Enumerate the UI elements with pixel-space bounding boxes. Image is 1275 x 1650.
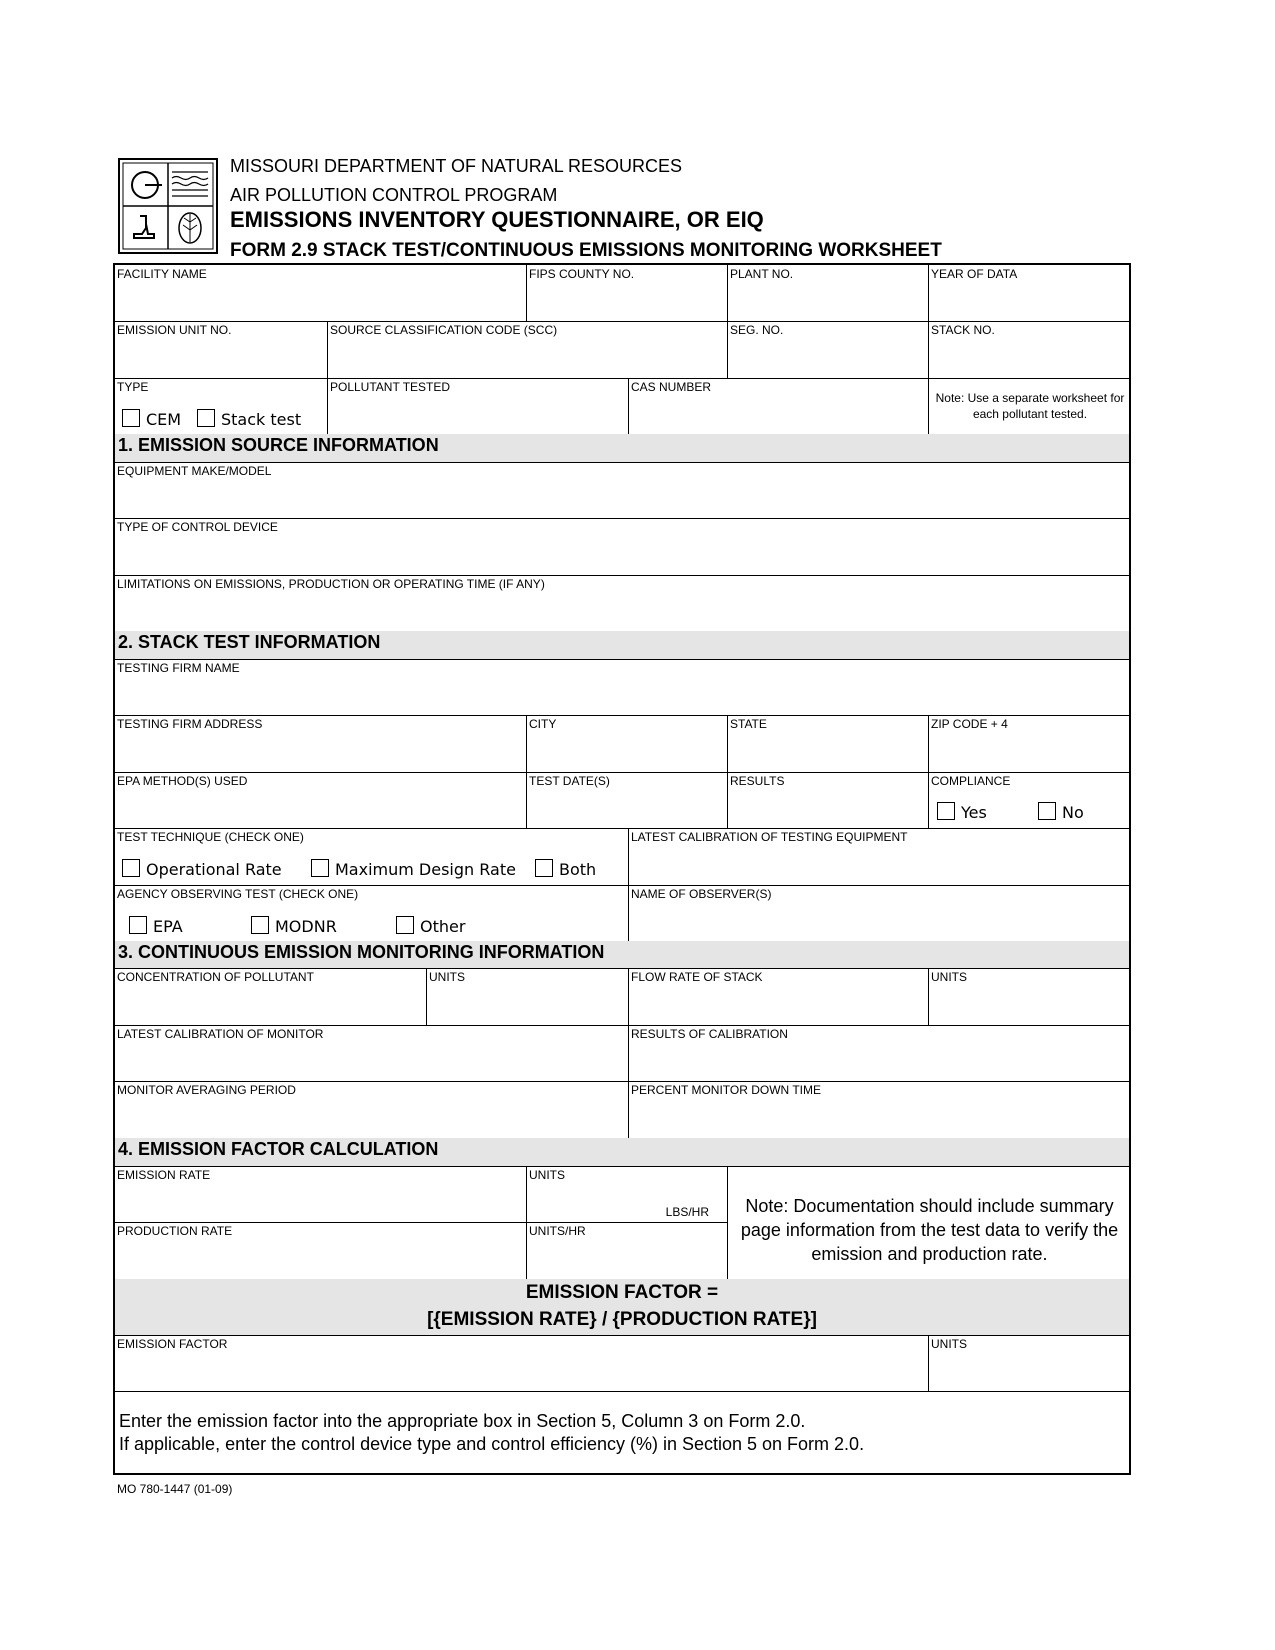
agency-observing-field (115, 885, 628, 941)
year-of-data-label: YEAR OF DATA (931, 267, 1018, 281)
compliance-no-label: No (1062, 803, 1084, 822)
stack-no-field[interactable] (928, 321, 1129, 378)
cas-number-field[interactable] (628, 378, 928, 434)
test-technique-field (115, 828, 628, 885)
section-4-title: 4. EMISSION FACTOR CALCULATION (118, 1139, 439, 1159)
both-checkbox[interactable] (535, 859, 553, 877)
section-3-header (115, 941, 1129, 968)
plant-no-label: PLANT NO. (730, 267, 794, 281)
formula-band (115, 1279, 1129, 1335)
form-title: EMISSIONS INVENTORY QUESTIONNAIRE, OR EIQ (230, 207, 764, 232)
averaging-period-label: MONITOR AVERAGING PERIOD (117, 1083, 296, 1097)
test-dates-label: TEST DATE(S) (529, 774, 610, 788)
test-dates-field[interactable] (526, 772, 727, 828)
cas-number-label: CAS NUMBER (631, 380, 712, 394)
fips-county-label: FIPS COUNTY NO. (529, 267, 635, 281)
instruction-line-1: Enter the emission factor into the appropriate box in Section 5, Column 3 on Form 2.0. (119, 1411, 806, 1431)
results-calibration-field[interactable] (628, 1025, 1129, 1081)
flow-units-label: UNITS (931, 970, 967, 984)
compliance-field (928, 772, 1129, 828)
other-label: Other (420, 917, 466, 936)
other-checkbox[interactable] (396, 916, 414, 934)
control-device-label: TYPE OF CONTROL DEVICE (117, 520, 278, 534)
scc-field[interactable] (327, 321, 727, 378)
stack-no-label: STACK NO. (931, 323, 995, 337)
type-field (115, 378, 327, 434)
control-device-field[interactable] (115, 518, 1129, 575)
max-design-rate-label: Maximum Design Rate (335, 860, 516, 879)
averaging-period-field[interactable] (115, 1081, 628, 1138)
form-number: MO 780-1447 (01-09) (117, 1482, 233, 1496)
stack-test-label: Stack test (221, 410, 302, 429)
operational-rate-checkbox[interactable] (122, 859, 140, 877)
dnr-logo (118, 158, 218, 254)
firm-name-field[interactable] (115, 659, 1129, 715)
program-name: AIR POLLUTION CONTROL PROGRAM (230, 185, 558, 205)
results-field[interactable] (727, 772, 928, 828)
observers-field[interactable] (628, 885, 1129, 941)
latest-cal-monitor-field[interactable] (115, 1025, 628, 1081)
firm-address-field[interactable] (115, 715, 526, 772)
observers-label: NAME OF OBSERVER(S) (631, 887, 772, 901)
concentration-field[interactable] (115, 968, 426, 1025)
section-1-header (115, 434, 1129, 462)
results-label: RESULTS (730, 774, 785, 788)
epa-checkbox[interactable] (129, 916, 147, 934)
operational-rate-label: Operational Rate (146, 860, 282, 879)
scc-label: SOURCE CLASSIFICATION CODE (SCC) (330, 323, 558, 337)
emission-rate-label: EMISSION RATE (117, 1168, 211, 1182)
epa-methods-label: EPA METHOD(S) USED (117, 774, 248, 788)
equipment-field[interactable] (115, 462, 1129, 518)
compliance-no-checkbox[interactable] (1038, 802, 1056, 820)
modnr-checkbox[interactable] (251, 916, 269, 934)
flow-units-field[interactable] (928, 968, 1129, 1025)
production-rate-label: PRODUCTION RATE (117, 1224, 233, 1238)
compliance-yes-label: Yes (961, 803, 987, 822)
compliance-label: COMPLIANCE (931, 774, 1011, 788)
flow-rate-field[interactable] (628, 968, 928, 1025)
concentration-units-label: UNITS (429, 970, 465, 984)
emission-rate-units-label: UNITS (529, 1168, 565, 1182)
city-label: CITY (529, 717, 557, 731)
firm-address-label: TESTING FIRM ADDRESS (117, 717, 263, 731)
units-hr-field[interactable] (526, 1222, 727, 1279)
type-label: TYPE (117, 380, 149, 394)
instruction-line-2: If applicable, enter the control device type and control efficiency (%) in Section 5 on Form 2.0. (119, 1434, 865, 1454)
pollutant-field[interactable] (327, 378, 628, 434)
documentation-note-text: Note: Documentation should include summary page information from the test data to verify the emission and production rate. (740, 1196, 1119, 1264)
down-time-field[interactable] (628, 1081, 1129, 1138)
concentration-label: CONCENTRATION OF POLLUTANT (117, 970, 314, 984)
units-hr-label: UNITS/HR (529, 1224, 586, 1238)
concentration-units-field[interactable] (426, 968, 628, 1025)
section-2-title: 2. STACK TEST INFORMATION (118, 632, 381, 652)
worksheet-form (113, 263, 1131, 1475)
section-1-title: 1. EMISSION SOURCE INFORMATION (118, 435, 439, 455)
emission-unit-label: EMISSION UNIT NO. (117, 323, 232, 337)
note-text: Note: Use a separate worksheet for each pollutant tested. (935, 391, 1125, 421)
cem-label: CEM (146, 410, 182, 429)
lbs-hr-label: LBS/HR (665, 1205, 709, 1219)
zip-field[interactable] (928, 715, 1129, 772)
year-of-data-field[interactable] (928, 265, 1129, 321)
firm-name-label: TESTING FIRM NAME (117, 661, 240, 675)
emission-rate-units-field[interactable] (526, 1166, 727, 1222)
facility-name-label: FACILITY NAME (117, 267, 207, 281)
emission-rate-field[interactable] (115, 1166, 526, 1222)
agency-observing-label: AGENCY OBSERVING TEST (CHECK ONE) (117, 887, 359, 901)
documentation-note (727, 1166, 1129, 1279)
facility-name-field[interactable] (115, 265, 526, 321)
production-rate-field[interactable] (115, 1222, 526, 1279)
modnr-label: MODNR (275, 917, 337, 936)
city-field[interactable] (526, 715, 727, 772)
cem-checkbox[interactable] (122, 409, 140, 427)
divider (115, 1391, 1129, 1392)
plant-no-field[interactable] (727, 265, 928, 321)
emission-factor-label: EMISSION FACTOR (117, 1337, 228, 1351)
form-subtitle: FORM 2.9 STACK TEST/CONTINUOUS EMISSIONS MONITORING WORKSHEET (230, 240, 942, 261)
seg-no-field[interactable] (727, 321, 928, 378)
state-field[interactable] (727, 715, 928, 772)
results-calibration-label: RESULTS OF CALIBRATION (631, 1027, 788, 1041)
zip-label: ZIP CODE + 4 (931, 717, 1008, 731)
latest-cal-equipment-field[interactable] (628, 828, 1129, 885)
limitations-field[interactable] (115, 575, 1129, 631)
seg-no-label: SEG. NO. (730, 323, 784, 337)
pollutant-label: POLLUTANT TESTED (330, 380, 451, 394)
fips-county-field[interactable] (526, 265, 727, 321)
max-design-rate-checkbox[interactable] (311, 859, 329, 877)
section-2-header (115, 631, 1129, 659)
formula-line-1: EMISSION FACTOR = (525, 1282, 719, 1303)
limitations-label: LIMITATIONS ON EMISSIONS, PRODUCTION OR OPERATING TIME (IF ANY) (117, 577, 545, 591)
emission-factor-units-label: UNITS (931, 1337, 967, 1351)
latest-cal-equipment-label: LATEST CALIBRATION OF TESTING EQUIPMENT (631, 830, 908, 844)
emission-factor-field[interactable] (115, 1335, 928, 1391)
formula-line-2: [{EMISSION RATE} / {PRODUCTION RATE}] (427, 1309, 817, 1330)
emission-unit-field[interactable] (115, 321, 327, 378)
equipment-label: EQUIPMENT MAKE/MODEL (117, 464, 272, 478)
test-technique-label: TEST TECHNIQUE (CHECK ONE) (117, 830, 304, 844)
epa-label: EPA (153, 917, 183, 936)
separate-worksheet-note (928, 378, 1129, 434)
agency-name: MISSOURI DEPARTMENT OF NATURAL RESOURCES (230, 156, 683, 176)
both-label: Both (559, 860, 597, 879)
epa-methods-field[interactable] (115, 772, 526, 828)
latest-cal-monitor-label: LATEST CALIBRATION OF MONITOR (117, 1027, 324, 1041)
flow-rate-label: FLOW RATE OF STACK (631, 970, 763, 984)
compliance-yes-checkbox[interactable] (937, 802, 955, 820)
down-time-label: PERCENT MONITOR DOWN TIME (631, 1083, 822, 1097)
section-4-header (115, 1138, 1129, 1166)
stack-test-checkbox[interactable] (197, 409, 215, 427)
section-3-title: 3. CONTINUOUS EMISSION MONITORING INFORMATION (118, 942, 605, 962)
emission-factor-units-field[interactable] (928, 1335, 1129, 1391)
state-label: STATE (730, 717, 767, 731)
